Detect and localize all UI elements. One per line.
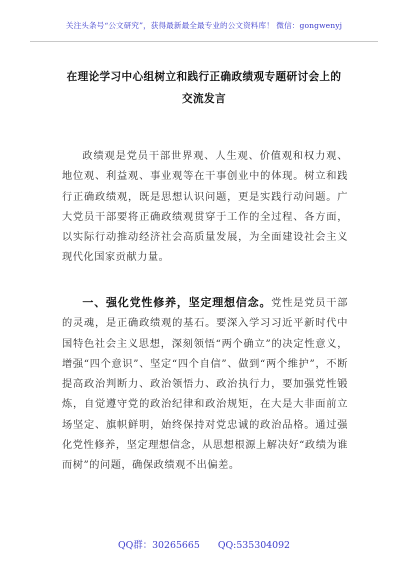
section-1-body: 党性是党员干部的灵魂，是正确政绩观的基石。要深入学习习近平新时代中国特色社会主义思想，深刻领悟“两个确立”的决定性意义，增强“四个意识”、坚定“四个自信”、做到“两个维护”，不断提高政治判断力、政治领悟力、政治执行力，要加强党性锻炼，自觉遵守党的政治纪律和政治规矩，在大是大非面前立场坚定、旗帜鲜明，始终保持对党忠诚的政治品格。通过强化党性修养，坚定理想信念，从思想根源上解决好“政绩为谁而树”的问题，确保政绩观不出偏差。 (62, 298, 348, 472)
section-1-heading: 一、强化党性修养，坚定理想信念。 (82, 296, 272, 309)
header-divider (30, 41, 378, 42)
document-title-line-1: 在理论学习中心组树立和践行正确政绩观专题研讨会上的 (66, 71, 342, 83)
header-promo-text: 关注头条号“公文研究”，获得最新最全最专业的公文资料库！ 微信：gongwenyj (65, 21, 343, 30)
footer-contact (0, 537, 408, 551)
document-title-line-2: 交流发言 (182, 93, 226, 105)
section-1-paragraph (62, 293, 348, 477)
footer-qq: QQ:535304092 (217, 540, 291, 551)
footer-qq-group: QQ群：30265665 (117, 540, 200, 551)
intro-paragraph: 政绩观是党员干部世界观、人生观、价值观和权力观、地位观、利益观、事业观等在干事创业中的体现。树立和践行正确政绩观，既是思想认识问题，更是实践行动问题。广大党员干部要将正确政绩观贯穿于工作的全过程、各方面，以实际行动推动经济社会高质量发展，为全面建设社会主义现代化国家贡献力量。 (62, 151, 348, 264)
